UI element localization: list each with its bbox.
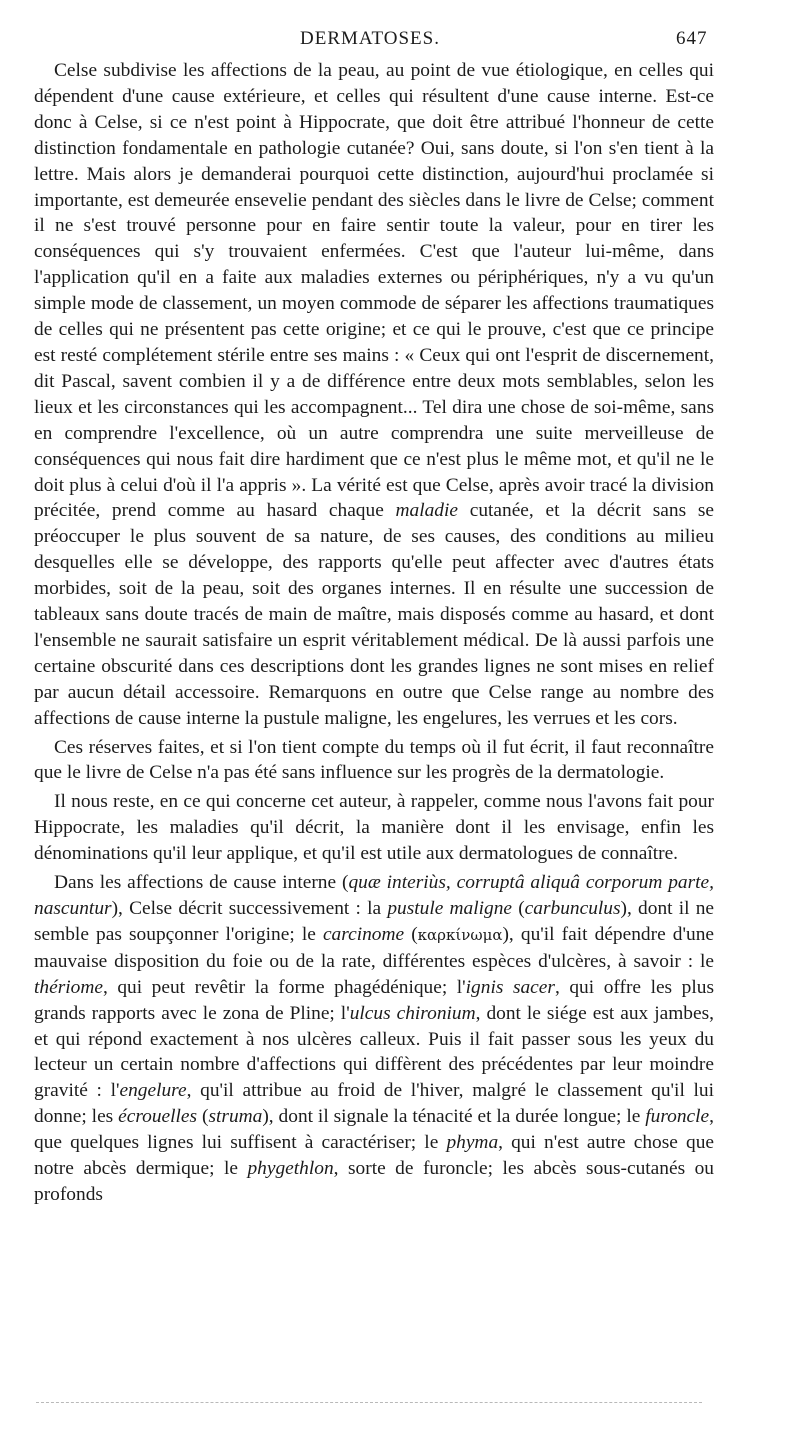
text-run: ), dont il signale la ténacité et la durée longue; le — [262, 1106, 646, 1128]
text-run: ( — [404, 923, 418, 945]
italic-term: pustule maligne — [387, 898, 512, 919]
italic-term: engelure — [119, 1080, 187, 1102]
text-run: Il nous reste, en ce qui concerne cet auteur, à rappeler, comme nous l'avons fait pour Hippocrate, les maladies qu'il décrit, la manière dont il les envisage, enfin les dénominations qu'il leur applique, et qu'il est utile aux dermatologues de connaître. — [34, 791, 714, 865]
italic-term: ulcus chironium — [349, 1002, 476, 1024]
text-run: Ces réserves faites, et si l'on tient compte du temps où il fut écrit, il faut reconnaître que le livre de Celse n'a pas été sans influence sur les progrès de la dermatologie. — [34, 736, 714, 784]
italic-term: écrouelles — [118, 1106, 198, 1128]
italic-term: maladie — [395, 500, 458, 522]
italic-term: carbunculus — [524, 898, 621, 919]
text-run: , sorte de furoncle; les abcès sous-cutanés ou profonds — [34, 1158, 714, 1205]
text-run: , qu'il attribue au froid de l'hiver, malgré le classement qu'il lui donne; les — [34, 1080, 714, 1128]
paragraph — [34, 58, 714, 732]
italic-term: carcinome — [322, 923, 405, 945]
text-run: ( — [512, 898, 525, 919]
greek-term: καρκίνωμα — [417, 925, 503, 944]
running-title: DERMATOSES. — [300, 28, 440, 49]
footer-rule — [36, 1402, 702, 1403]
italic-term: furoncle — [645, 1106, 710, 1128]
running-head — [0, 20, 800, 50]
italic-term: thériome — [34, 976, 103, 998]
italic-term: phygethlon — [247, 1158, 334, 1180]
italic-term: ignis sacer — [465, 976, 555, 998]
text-run: Celse subdivise les affections de la peau, au point de vue étiologique, en celles qui dépendent d'une cause extérieure, et celles qui résultent d'une cause interne. Est-ce donc à Celse, si ce n'est point à Hippocrate, que doit être attribué l'honneur de cette distinction fondamentale en pathologie cutanée? Oui, sans doute, si l'on s'en tient à la lettre. Mais alors je demanderai pourquoi cette distinction, aujourd'hui proclamée si importante, est demeurée ensevelie pendant des siècles dans le livre de Celse; comment il ne s'est trouvé personne pour en faire sentir toute la valeur, pour en tirer les conséquences qui s'y trouvaient enfermées. C'est que l'auteur lui-même, dans l'application qu'il en a faite aux maladies externes ou périphériques, n'y a vu qu'un simple mode de classement, un moyen commode de séparer les affections traumatiques de celles qui ne présentent pas cette origine; et ce qui le prouve, c'est que ce principe est resté complétement stérile entre ses mains : « Ceux qui ont l'esprit de discernement, dit Pascal, savent combien il y a de différence entre deux mots semblables, selon les lieux et les circonstances qui les accompagnent... Tel dira une chose de soi-même, sans en comprendre l'excellence, où un autre comprendra une suite merveilleuse de conséquences qui nous fait dire hardiment que ce n'est plus le même mot, et qu'il ne le doit plus à celui d'où il l'a appris ». La vérité est que Celse, après avoir tracé la division précitée, prend comme au hasard chaque — [34, 60, 714, 522]
paragraph — [34, 789, 714, 867]
text-run: ), Celse décrit successivement : la — [111, 898, 388, 919]
paragraph — [34, 735, 714, 787]
body-text — [34, 58, 714, 1208]
text-run: cutanée, et la décrit sans se préoccuper le plus souvent de sa nature, de ses causes, des conditions au milieu desquelles elle se développe, des rapports qu'elle peut affecter avec d'autres états morbides, soit de la peau, soit des organes internes. Il en résulte une succession de tableaux sans doute tracés de main de maître, mais disposés comme au hasard, et dont l'ensemble ne saurait satisfaire un esprit véritablement médical. De là aussi parfois une certaine obscurité dans ces descriptions dont les grandes lignes ne sont mises en relief par aucun détail accessoire. Remarquons en outre que Celse range au nombre des affections de cause interne la pustule maligne, les engelures, les verrues et les cors. — [34, 500, 714, 729]
italic-term: struma — [208, 1106, 263, 1128]
paragraph — [34, 870, 714, 1208]
text-run: , que quelques lignes lui suffisent à caractériser; le — [34, 1106, 714, 1154]
italic-term: phyma — [446, 1132, 499, 1154]
text-run: , qui peut revêtir la forme phagédénique; l' — [102, 976, 466, 998]
text-run: ), qu'il fait dépendre d'une mauvaise disposition du foie ou de la rate, différentes espèces d'ulcères, à savoir : le — [34, 923, 714, 972]
text-run: ), dont il ne semble pas soupçonner l'origine; le — [34, 898, 715, 945]
italic-term: quæ interiùs, corruptâ aliquâ corporum parte, nascuntur — [34, 872, 714, 919]
text-run: , qui n'est autre chose que notre abcès dermique; le — [34, 1132, 714, 1180]
text-run: Dans les affections de cause interne ( — [54, 872, 349, 894]
page-number: 647 — [676, 28, 708, 49]
text-run: ( — [197, 1106, 209, 1128]
text-run: , dont le siége est aux jambes, et qui répond exactement à nos ulcères calleux. Puis il fait passer sous les yeux du lecteur un certain nombre d'affections qui diffèrent des précédentes par leur moindre gravité : l' — [34, 1002, 714, 1102]
text-run: , qui offre les plus grands rapports avec le zona de Pline; l' — [34, 976, 714, 1024]
